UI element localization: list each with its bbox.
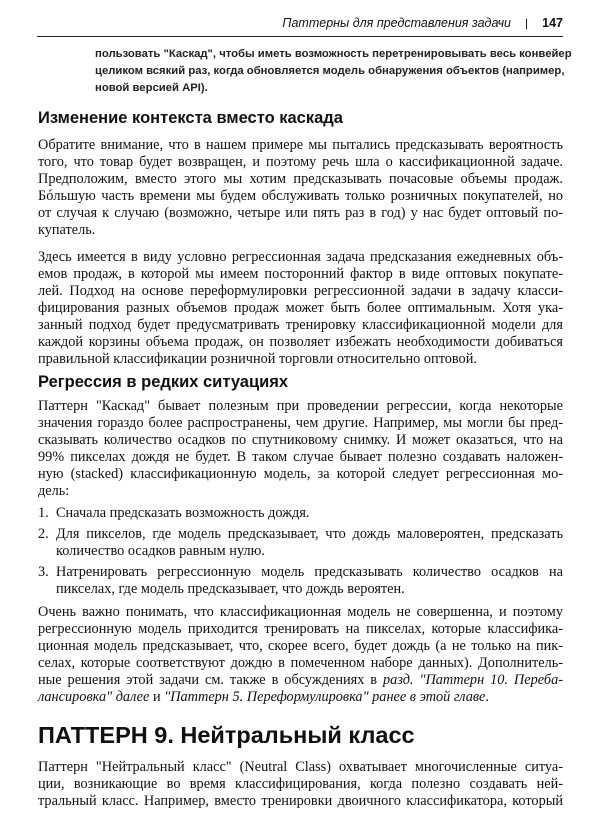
text-line: целиком всякий раз, когда обновляется модель обнаружения объектов (например, — [95, 65, 565, 77]
page-number: 147 — [542, 16, 563, 30]
text-segment: . — [485, 689, 489, 705]
text-line: купатель. — [38, 222, 96, 238]
text-line — [38, 689, 563, 706]
text-line: тральный класс. Например, вместо тренировки двоичного классификатора, который — [38, 793, 563, 809]
list-item — [38, 564, 563, 598]
text-line: лей. Подход на основе переформулировки регрессионной задачи в задачу класси- — [38, 283, 563, 299]
header-rule — [37, 36, 563, 37]
pattern-heading: ПАТТЕРН 9. Нейтральный класс — [38, 722, 415, 748]
text-line: дель: — [38, 483, 70, 499]
text-line: 99% пикселах дождя не будет. В таком случае бывает полезно создавать наложен- — [38, 449, 563, 465]
list-number: 3. — [38, 564, 49, 580]
text-line: количество осадков равным нулю. — [56, 543, 265, 559]
text-line: Натренировать регрессионную модель предсказывать количество осадков на — [56, 564, 563, 580]
paragraph — [38, 249, 563, 368]
text-line: правильной классификации розничной торговли относительно оптовой. — [38, 351, 477, 367]
text-line: Обратите внимание, что в нашем примере мы пытались предсказывать вероятность — [38, 137, 563, 153]
text-line: Очень важно понимать, что классификационная модель не совершенна, и поэтому — [38, 604, 563, 620]
text-segment: и — [149, 689, 165, 705]
italic-reference: разд. "Паттерн 10. Переба- — [383, 672, 564, 688]
text-line: Здесь имеется в виду условно регрессионная задача предсказания ежедневных объ- — [38, 249, 563, 265]
list-number: 1. — [38, 505, 49, 521]
list-item — [38, 526, 563, 560]
text-line: селах, которые соответствуют дождю в помеченном наборе данных). Дополнитель- — [38, 655, 563, 671]
text-line: новой версией API). — [95, 82, 208, 94]
text-line: Бóльшую часть времени мы будем обслуживать только розничных покупателей, но — [38, 188, 563, 204]
text-line: каждой корзины объема продаж, он позволяет избежать необходимости добиваться — [38, 334, 563, 350]
text-line: Паттерн "Нейтральный класс" (Neutral Class) охватывает многочисленные ситуа- — [38, 759, 563, 775]
text-line: пользовать "Каскад", чтобы иметь возможность перетренировывать весь конвейер — [95, 48, 572, 60]
text-line: фицирования разных объемов продаж может быть более оптимальным. Хотя ука- — [38, 300, 563, 316]
paragraph — [38, 137, 563, 239]
text-line — [38, 672, 563, 689]
paragraph — [38, 604, 563, 706]
italic-reference: "Паттерн 5. Переформулировка" ранее в этой главе — [164, 689, 486, 705]
paragraph — [38, 759, 563, 810]
running-title: Паттерны для представления задачи — [282, 16, 512, 30]
text-line: пикселах, где модель предсказывает, что дождь вероятен. — [56, 581, 405, 597]
note-continuation — [95, 46, 572, 97]
list-text — [56, 526, 563, 560]
text-line: того, что товар будет возвращен, и поэтому речь шла о кассификационной задаче. — [38, 154, 563, 170]
header-separator: | — [525, 16, 529, 30]
text-line: от случая к случаю (возможно, четыре или пять раз в год) у нас будет оптовый по- — [38, 205, 563, 221]
running-header — [282, 16, 563, 30]
text-line: емов продаж, в которой мы имеем посторонний фактор в виде оптовых покупате- — [38, 266, 563, 282]
text-line: занный подход будет предусматривать тренировку классификационной модели для — [38, 317, 563, 333]
text-line: Предположим, вместо этого мы хотим предсказывать почасовые объемы продаж. — [38, 171, 563, 187]
text-line: ционная модель предсказывает, что, скорее всего, будет дождь (а не только на пик- — [38, 638, 563, 654]
text-line: ную (stacked) классификационную модель, за которой следует регрессионная мо- — [38, 466, 563, 482]
list-text — [56, 564, 563, 598]
list-number: 2. — [38, 526, 49, 542]
list-text — [56, 505, 563, 522]
section-heading-regression: Регрессия в редких ситуациях — [38, 373, 289, 391]
text-line: Для пикселов, где модель предсказывает, что дождь маловероятен, предсказать — [56, 526, 563, 542]
text-line: Паттерн "Каскад" бывает полезным при проведении регрессии, когда некоторые — [38, 398, 563, 414]
section-heading-context: Изменение контекста вместо каскада — [38, 109, 343, 127]
text-line: значения гораздо более распространены, чем другие. Например, мы могли бы пред- — [38, 415, 563, 431]
text-line: Сначала предсказать возможность дождя. — [56, 505, 310, 521]
text-segment: ные решения этой задачи см. также в обсуждениях в — [38, 672, 384, 688]
italic-reference: лансировка" далее — [38, 689, 150, 705]
text-line: регрессионную модель приходится тренировать на пикселах, которые классифика- — [38, 621, 563, 637]
text-line: сказывать количество осадков по спутниковому снимку. И может оказаться, что на — [38, 432, 563, 448]
text-line: ции, возникающие во время классифицирования, когда полезно создавать ней- — [38, 776, 563, 792]
list-item — [38, 505, 563, 522]
paragraph — [38, 398, 563, 500]
